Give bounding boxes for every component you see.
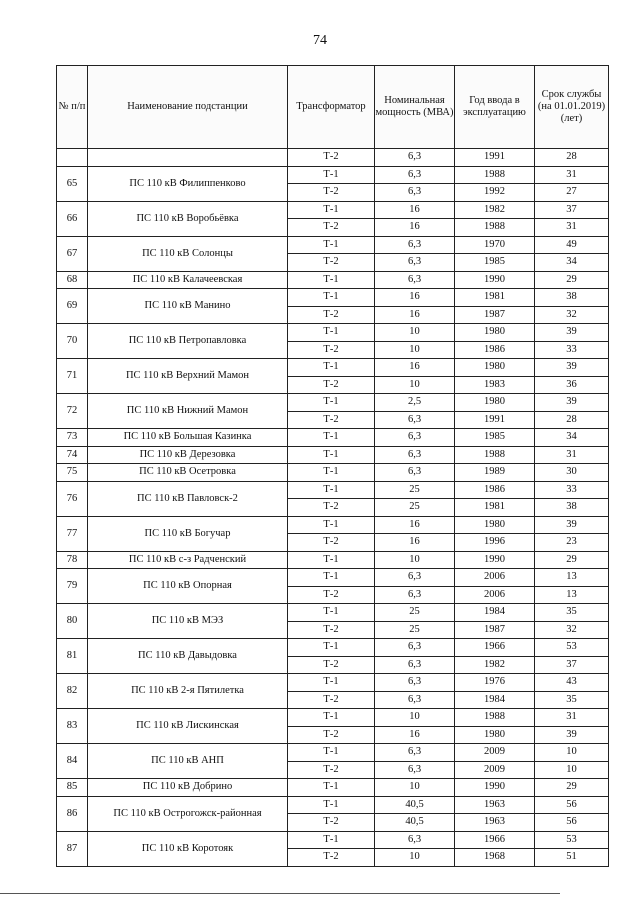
commissioning-year-cell: 1992 (455, 184, 535, 202)
rated-power-cell: 25 (375, 604, 455, 622)
row-number-cell: 71 (57, 359, 88, 394)
commissioning-year-cell: 1985 (455, 429, 535, 447)
commissioning-year-cell: 2006 (455, 586, 535, 604)
substation-name-cell: ПС 110 кВ Верхний Мамон (88, 359, 288, 394)
rated-power-cell: 6,3 (375, 569, 455, 587)
commissioning-year-cell: 1990 (455, 779, 535, 797)
rated-power-cell: 25 (375, 499, 455, 517)
header-rated-power: Номинальная мощность (МВА) (375, 66, 455, 149)
commissioning-year-cell: 1963 (455, 796, 535, 814)
service-life-cell: 35 (535, 604, 609, 622)
commissioning-year-cell: 1990 (455, 271, 535, 289)
substation-name-cell: ПС 110 кВ с-з Радченский (88, 551, 288, 569)
commissioning-year-cell: 1984 (455, 604, 535, 622)
service-life-cell: 31 (535, 446, 609, 464)
table-row (57, 481, 609, 499)
rated-power-cell: 16 (375, 516, 455, 534)
row-number-cell: 73 (57, 429, 88, 447)
header-service-life: Срок службы (на 01.01.2019) (лет) (535, 66, 609, 149)
table-row (57, 201, 609, 219)
commissioning-year-cell: 1980 (455, 726, 535, 744)
substation-name-cell: ПС 110 кВ Богучар (88, 516, 288, 551)
row-number-cell: 69 (57, 289, 88, 324)
substation-name-cell: ПС 110 кВ Опорная (88, 569, 288, 604)
rated-power-cell: 6,3 (375, 271, 455, 289)
row-number-cell: 65 (57, 166, 88, 201)
row-number-cell: 81 (57, 639, 88, 674)
service-life-cell: 53 (535, 831, 609, 849)
transformer-cell: Т-2 (288, 534, 375, 552)
table-row (57, 236, 609, 254)
substation-name-cell: ПС 110 кВ Лискинская (88, 709, 288, 744)
substation-name-cell: ПС 110 кВ Павловск-2 (88, 481, 288, 516)
transformer-cell: Т-1 (288, 201, 375, 219)
commissioning-year-cell: 1987 (455, 621, 535, 639)
service-life-cell: 56 (535, 796, 609, 814)
transformer-cell: Т-2 (288, 621, 375, 639)
substation-transformer-table (56, 65, 609, 867)
service-life-cell: 31 (535, 709, 609, 727)
commissioning-year-cell: 1980 (455, 324, 535, 342)
commissioning-year-cell: 1968 (455, 849, 535, 867)
commissioning-year-cell: 1982 (455, 201, 535, 219)
rated-power-cell: 10 (375, 376, 455, 394)
service-life-cell: 39 (535, 726, 609, 744)
row-number-cell: 78 (57, 551, 88, 569)
substation-name-cell: ПС 110 кВ Нижний Мамон (88, 394, 288, 429)
table-row (57, 674, 609, 692)
service-life-cell: 23 (535, 534, 609, 552)
row-number-cell: 70 (57, 324, 88, 359)
service-life-cell: 49 (535, 236, 609, 254)
service-life-cell: 31 (535, 219, 609, 237)
service-life-cell: 28 (535, 149, 609, 167)
service-life-cell: 37 (535, 656, 609, 674)
table-row (57, 604, 609, 622)
commissioning-year-cell: 1984 (455, 691, 535, 709)
substation-name-cell: ПС 110 кВ Осетровка (88, 464, 288, 482)
commissioning-year-cell: 1963 (455, 814, 535, 832)
rated-power-cell: 16 (375, 306, 455, 324)
rated-power-cell: 25 (375, 621, 455, 639)
rated-power-cell: 10 (375, 849, 455, 867)
commissioning-year-cell: 1986 (455, 341, 535, 359)
rated-power-cell: 6,3 (375, 586, 455, 604)
transformer-cell: Т-2 (288, 849, 375, 867)
commissioning-year-cell: 1991 (455, 149, 535, 167)
transformer-cell: Т-1 (288, 831, 375, 849)
transformer-cell: Т-1 (288, 674, 375, 692)
table-row (57, 271, 609, 289)
rated-power-cell: 2,5 (375, 394, 455, 412)
commissioning-year-cell: 1990 (455, 551, 535, 569)
rated-power-cell: 6,3 (375, 149, 455, 167)
substation-name-cell: ПС 110 кВ Дерезовка (88, 446, 288, 464)
footer-rule (0, 893, 560, 894)
transformer-cell: Т-1 (288, 236, 375, 254)
commissioning-year-cell: 1988 (455, 166, 535, 184)
transformer-cell: Т-1 (288, 394, 375, 412)
commissioning-year-cell: 1987 (455, 306, 535, 324)
rated-power-cell: 6,3 (375, 254, 455, 272)
commissioning-year-cell: 2009 (455, 761, 535, 779)
rated-power-cell: 6,3 (375, 656, 455, 674)
rated-power-cell: 10 (375, 324, 455, 342)
service-life-cell: 39 (535, 516, 609, 534)
rated-power-cell: 40,5 (375, 796, 455, 814)
row-number-cell: 87 (57, 831, 88, 866)
service-life-cell: 34 (535, 429, 609, 447)
service-life-cell: 38 (535, 289, 609, 307)
service-life-cell: 33 (535, 481, 609, 499)
substation-name-cell: ПС 110 кВ Добрино (88, 779, 288, 797)
substation-name-cell: ПС 110 кВ 2-я Пятилетка (88, 674, 288, 709)
transformer-cell: Т-1 (288, 446, 375, 464)
table-row (57, 831, 609, 849)
header-transformer: Трансформатор (288, 66, 375, 149)
rated-power-cell: 16 (375, 359, 455, 377)
transformer-cell: Т-1 (288, 779, 375, 797)
commissioning-year-cell: 1988 (455, 219, 535, 237)
commissioning-year-cell: 2009 (455, 744, 535, 762)
rated-power-cell: 10 (375, 341, 455, 359)
transformer-cell: Т-2 (288, 656, 375, 674)
rated-power-cell: 16 (375, 289, 455, 307)
header-commissioning-year: Год ввода в эксплуатацию (455, 66, 535, 149)
transformer-cell: Т-1 (288, 639, 375, 657)
row-number-cell: 86 (57, 796, 88, 831)
transformer-cell: Т-1 (288, 516, 375, 534)
row-number-cell: 77 (57, 516, 88, 551)
transformer-cell: Т-1 (288, 464, 375, 482)
table-row (57, 324, 609, 342)
service-life-cell: 31 (535, 166, 609, 184)
rated-power-cell: 6,3 (375, 691, 455, 709)
commissioning-year-cell: 1983 (455, 376, 535, 394)
commissioning-year-cell: 1982 (455, 656, 535, 674)
rated-power-cell: 6,3 (375, 411, 455, 429)
service-life-cell: 29 (535, 271, 609, 289)
commissioning-year-cell: 1966 (455, 639, 535, 657)
service-life-cell: 29 (535, 779, 609, 797)
table-row (57, 516, 609, 534)
service-life-cell: 51 (535, 849, 609, 867)
row-number-cell: 84 (57, 744, 88, 779)
service-life-cell: 53 (535, 639, 609, 657)
substation-name-cell: ПС 110 кВ Большая Казинка (88, 429, 288, 447)
commissioning-year-cell: 1980 (455, 359, 535, 377)
table-row (57, 289, 609, 307)
service-life-cell: 13 (535, 586, 609, 604)
rated-power-cell: 6,3 (375, 236, 455, 254)
service-life-cell: 28 (535, 411, 609, 429)
commissioning-year-cell: 2006 (455, 569, 535, 587)
service-life-cell: 29 (535, 551, 609, 569)
commissioning-year-cell: 1970 (455, 236, 535, 254)
service-life-cell: 39 (535, 359, 609, 377)
row-number-cell: 75 (57, 464, 88, 482)
rated-power-cell: 6,3 (375, 429, 455, 447)
page-number: 74 (313, 33, 327, 48)
table-row (57, 464, 609, 482)
transformer-cell: Т-1 (288, 324, 375, 342)
rated-power-cell: 6,3 (375, 761, 455, 779)
rated-power-cell: 10 (375, 709, 455, 727)
commissioning-year-cell: 1989 (455, 464, 535, 482)
table-header-row (57, 66, 609, 149)
rated-power-cell: 6,3 (375, 744, 455, 762)
transformer-cell: Т-2 (288, 376, 375, 394)
service-life-cell: 27 (535, 184, 609, 202)
commissioning-year-cell: 1966 (455, 831, 535, 849)
service-life-cell: 36 (535, 376, 609, 394)
transformer-cell: Т-2 (288, 341, 375, 359)
rated-power-cell: 16 (375, 219, 455, 237)
service-life-cell: 37 (535, 201, 609, 219)
row-number-cell (57, 149, 88, 167)
transformer-cell: Т-1 (288, 271, 375, 289)
commissioning-year-cell: 1981 (455, 499, 535, 517)
table-row (57, 744, 609, 762)
transformer-cell: Т-1 (288, 551, 375, 569)
substation-name-cell: ПС 110 кВ Манино (88, 289, 288, 324)
transformer-cell: Т-1 (288, 359, 375, 377)
row-number-cell: 79 (57, 569, 88, 604)
substation-name-cell: ПС 110 кВ МЭЗ (88, 604, 288, 639)
row-number-cell: 66 (57, 201, 88, 236)
commissioning-year-cell: 1991 (455, 411, 535, 429)
transformer-cell: Т-2 (288, 254, 375, 272)
row-number-cell: 85 (57, 779, 88, 797)
transformer-cell: Т-2 (288, 219, 375, 237)
table-row (57, 569, 609, 587)
service-life-cell: 13 (535, 569, 609, 587)
table-row (57, 709, 609, 727)
rated-power-cell: 6,3 (375, 184, 455, 202)
service-life-cell: 33 (535, 341, 609, 359)
service-life-cell: 10 (535, 761, 609, 779)
substation-name-cell: ПС 110 кВ Петропавловка (88, 324, 288, 359)
transformer-cell: Т-2 (288, 814, 375, 832)
row-number-cell: 74 (57, 446, 88, 464)
service-life-cell: 43 (535, 674, 609, 692)
row-number-cell: 67 (57, 236, 88, 271)
substation-name-cell: ПС 110 кВ Калачеевская (88, 271, 288, 289)
transformer-cell: Т-2 (288, 726, 375, 744)
table-row (57, 394, 609, 412)
substation-name-cell: ПС 110 кВ Воробьёвка (88, 201, 288, 236)
transformer-cell: Т-2 (288, 586, 375, 604)
rated-power-cell: 16 (375, 201, 455, 219)
header-number: № п/п (57, 66, 88, 149)
transformer-cell: Т-1 (288, 166, 375, 184)
row-number-cell: 82 (57, 674, 88, 709)
commissioning-year-cell: 1980 (455, 394, 535, 412)
transformer-cell: Т-1 (288, 429, 375, 447)
service-life-cell: 35 (535, 691, 609, 709)
commissioning-year-cell: 1985 (455, 254, 535, 272)
rated-power-cell: 16 (375, 726, 455, 744)
transformer-cell: Т-1 (288, 481, 375, 499)
rated-power-cell: 10 (375, 551, 455, 569)
commissioning-year-cell: 1988 (455, 446, 535, 464)
service-life-cell: 30 (535, 464, 609, 482)
commissioning-year-cell: 1996 (455, 534, 535, 552)
rated-power-cell: 6,3 (375, 674, 455, 692)
service-life-cell: 56 (535, 814, 609, 832)
row-number-cell: 83 (57, 709, 88, 744)
transformer-cell: Т-2 (288, 691, 375, 709)
transformer-cell: Т-2 (288, 499, 375, 517)
table-row (57, 149, 609, 167)
transformer-cell: Т-1 (288, 796, 375, 814)
rated-power-cell: 10 (375, 779, 455, 797)
transformer-cell: Т-2 (288, 306, 375, 324)
table-row (57, 639, 609, 657)
transformer-cell: Т-1 (288, 744, 375, 762)
rated-power-cell: 6,3 (375, 831, 455, 849)
table-row (57, 551, 609, 569)
transformer-cell: Т-1 (288, 569, 375, 587)
substation-name-cell (88, 149, 288, 167)
rated-power-cell: 6,3 (375, 464, 455, 482)
commissioning-year-cell: 1976 (455, 674, 535, 692)
substation-name-cell: ПС 110 кВ Филиппенково (88, 166, 288, 201)
row-number-cell: 80 (57, 604, 88, 639)
service-life-cell: 32 (535, 621, 609, 639)
transformer-cell: Т-2 (288, 184, 375, 202)
commissioning-year-cell: 1980 (455, 516, 535, 534)
substation-name-cell: ПС 110 кВ Острогожск-районная (88, 796, 288, 831)
header-substation-name: Наименование подстанции (88, 66, 288, 149)
table-row (57, 779, 609, 797)
substation-name-cell: ПС 110 кВ Солонцы (88, 236, 288, 271)
substation-name-cell: ПС 110 кВ Коротояк (88, 831, 288, 866)
table-row (57, 359, 609, 377)
rated-power-cell: 25 (375, 481, 455, 499)
rated-power-cell: 40,5 (375, 814, 455, 832)
transformer-cell: Т-1 (288, 709, 375, 727)
rated-power-cell: 6,3 (375, 166, 455, 184)
transformer-cell: Т-2 (288, 149, 375, 167)
table-row (57, 166, 609, 184)
service-life-cell: 39 (535, 394, 609, 412)
rated-power-cell: 6,3 (375, 639, 455, 657)
substation-name-cell: ПС 110 кВ АНП (88, 744, 288, 779)
service-life-cell: 39 (535, 324, 609, 342)
commissioning-year-cell: 1981 (455, 289, 535, 307)
service-life-cell: 32 (535, 306, 609, 324)
rated-power-cell: 16 (375, 534, 455, 552)
rated-power-cell: 6,3 (375, 446, 455, 464)
transformer-cell: Т-1 (288, 289, 375, 307)
transformer-cell: Т-1 (288, 604, 375, 622)
commissioning-year-cell: 1986 (455, 481, 535, 499)
transformer-cell: Т-2 (288, 411, 375, 429)
table-body (57, 149, 609, 867)
row-number-cell: 72 (57, 394, 88, 429)
table-row (57, 446, 609, 464)
row-number-cell: 76 (57, 481, 88, 516)
transformer-cell: Т-2 (288, 761, 375, 779)
row-number-cell: 68 (57, 271, 88, 289)
commissioning-year-cell: 1988 (455, 709, 535, 727)
service-life-cell: 10 (535, 744, 609, 762)
substation-name-cell: ПС 110 кВ Давыдовка (88, 639, 288, 674)
table-row (57, 796, 609, 814)
service-life-cell: 38 (535, 499, 609, 517)
table-row (57, 429, 609, 447)
service-life-cell: 34 (535, 254, 609, 272)
